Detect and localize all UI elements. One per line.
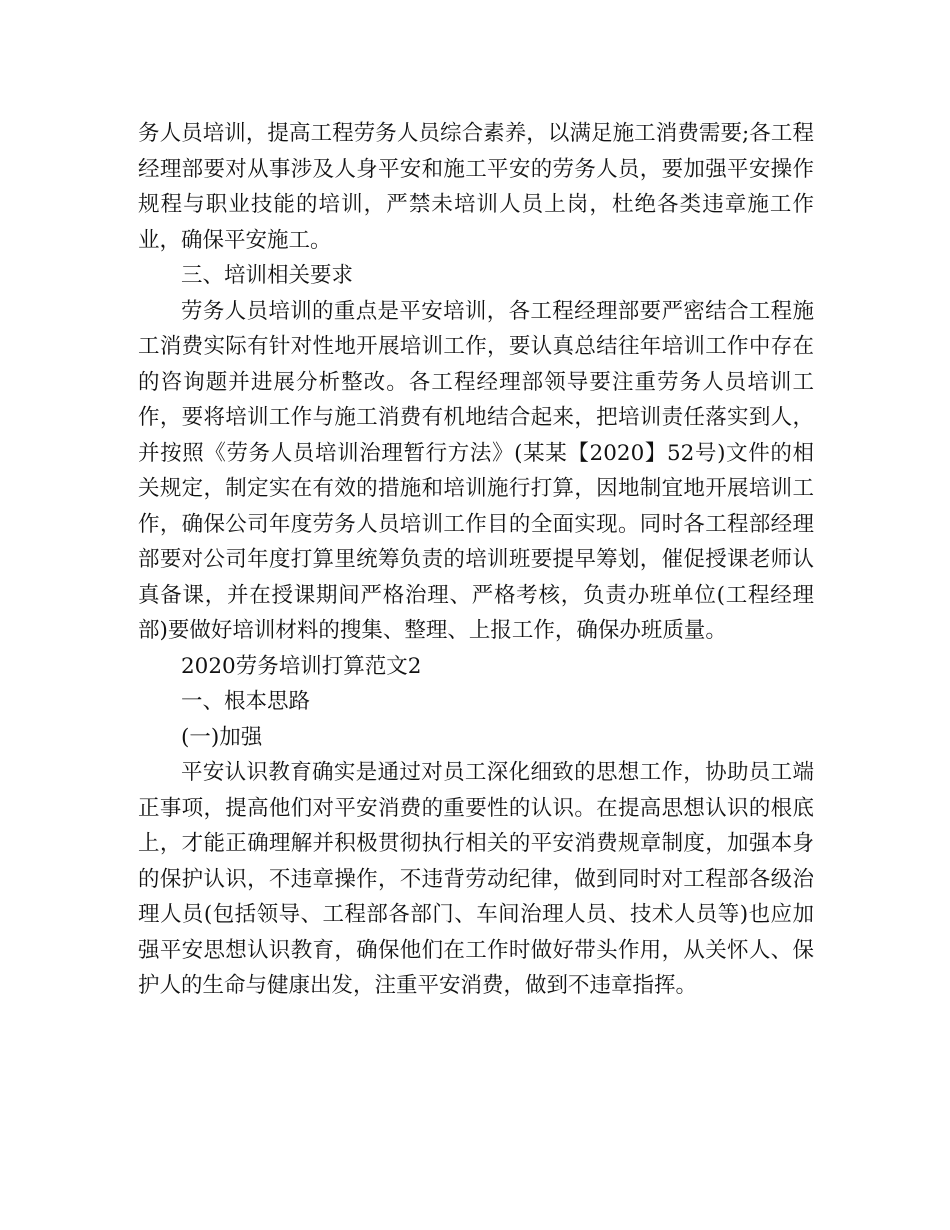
section-heading-basic-approach: 一、根本思路	[181, 689, 311, 714]
section-heading-training-requirements: 三、培训相关要求	[181, 263, 354, 288]
subsection-heading-strengthen: (一)加强	[181, 724, 263, 750]
document-title-sample-2: 2020劳务培训打算范文2	[181, 653, 422, 679]
paragraph-training-requirements: 劳务人员培训的重点是平安培训，各工程经理部要严密结合工程施工消费实际有针对性地开展培训工作，要认真总结往年培训工作中存在的咨询题并进展分析整改。各工程经理部领导要注重劳务人员培训工作，要将培训工作与施工消费有机地结合起来，把培训责任落实到人，并按照《劳务人员培训治理暂行方法》(某某【2020】52号)文件的相关规定，制定实在有效的措施和培训施行打算，因地制宜地开展培训工作，确保公司年度劳务人员培训工作目的全面实现。同时各工程部经理部要对公司年度打算里统筹负责的培训班要提早筹划，催促授课老师认真备课，并在授课期间严格治理、严格考核，负责办班单位(工程经理部)要做好培训材料的搜集、整理、上报工作，确保办班质量。	[138, 298, 814, 643]
document-body	[138, 116, 814, 1004]
paragraph-1: 务人员培训，提高工程劳务人员综合素养，以满足施工消费需要;各工程经理部要对从事涉及人身平安和施工平安的劳务人员，要加强平安操作规程与职业技能的培训，严禁未培训人员上岗，杜绝各类违章施工作业，确保平安施工。	[138, 121, 814, 253]
paragraph-safety-awareness: 平安认识教育确实是通过对员工深化细致的思想工作，协助员工端正事项，提高他们对平安消费的重要性的认识。在提高思想认识的根底上，才能正确理解并积极贯彻执行相关的平安消费规章制度，加强本身的保护认识，不违章操作，不违背劳动纪律，做到同时对工程部各级治理人员(包括领导、工程部各部门、车间治理人员、技术人员等)也应加强平安思想认识教育，确保他们在工作时做好带头作用，从关怀人、保护人的生命与健康出发，注重平安消费，做到不违章指挥。	[138, 760, 814, 998]
